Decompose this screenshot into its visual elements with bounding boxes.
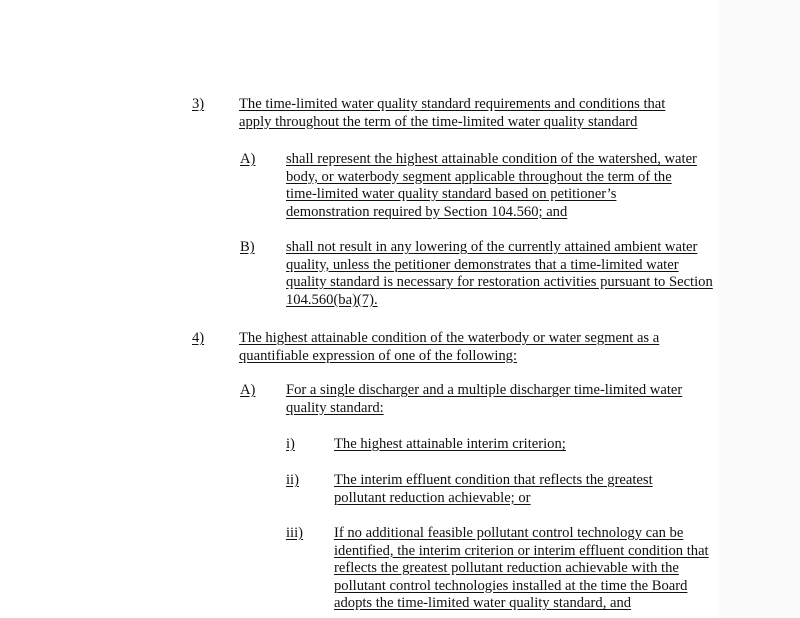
item-3b-text: shall not result in any lowering of the currently attained ambient water quality, unless the petitioner demonstrates that a time-limited water quality standard is necessary for restoration activities pursuant to Section 104.560(ba)(7). (286, 239, 713, 308)
item-4a-text: For a single discharger and a multiple discharger time-limited water quality standard: (286, 382, 683, 416)
item-3-label: 3) (192, 96, 205, 112)
item-4-text: The highest attainable condition of the waterbody or water segment as a quantifiable expression of one of the following: (239, 330, 660, 364)
item-3a-text: shall represent the highest attainable condition of the watershed, water body, or waterbody segment applicable throughout the term of the time-limited water quality standard based on petitioner’s demonstration required by Section 104.560; and (286, 151, 697, 220)
item-3a-label: A) (240, 151, 256, 167)
item-4a-i-label: i) (286, 436, 295, 452)
item-4a-iii-text: If no additional feasible pollutant control technology can be identified, the interim criterion or interim effluent condition that reflects the greatest pollutant reduction achievable with the pollutant control technologies installed at the time the Board adopts the time-limited water quality standard, and (334, 525, 709, 611)
item-3-text: The time-limited water quality standard requirements and conditions that apply throughout the term of the time-limited water quality standard (239, 96, 666, 130)
item-4a-iii-label: iii) (286, 525, 304, 541)
item-4a-ii-text: The interim effluent condition that reflects the greatest pollutant reduction achievable; or (334, 472, 653, 506)
item-4a-label: A) (240, 382, 256, 398)
item-4a-i-text: The highest attainable interim criterion; (334, 436, 566, 452)
item-3b-label: B) (240, 239, 255, 255)
item-4-label: 4) (192, 330, 205, 346)
item-4a-ii-label: ii) (286, 472, 299, 488)
